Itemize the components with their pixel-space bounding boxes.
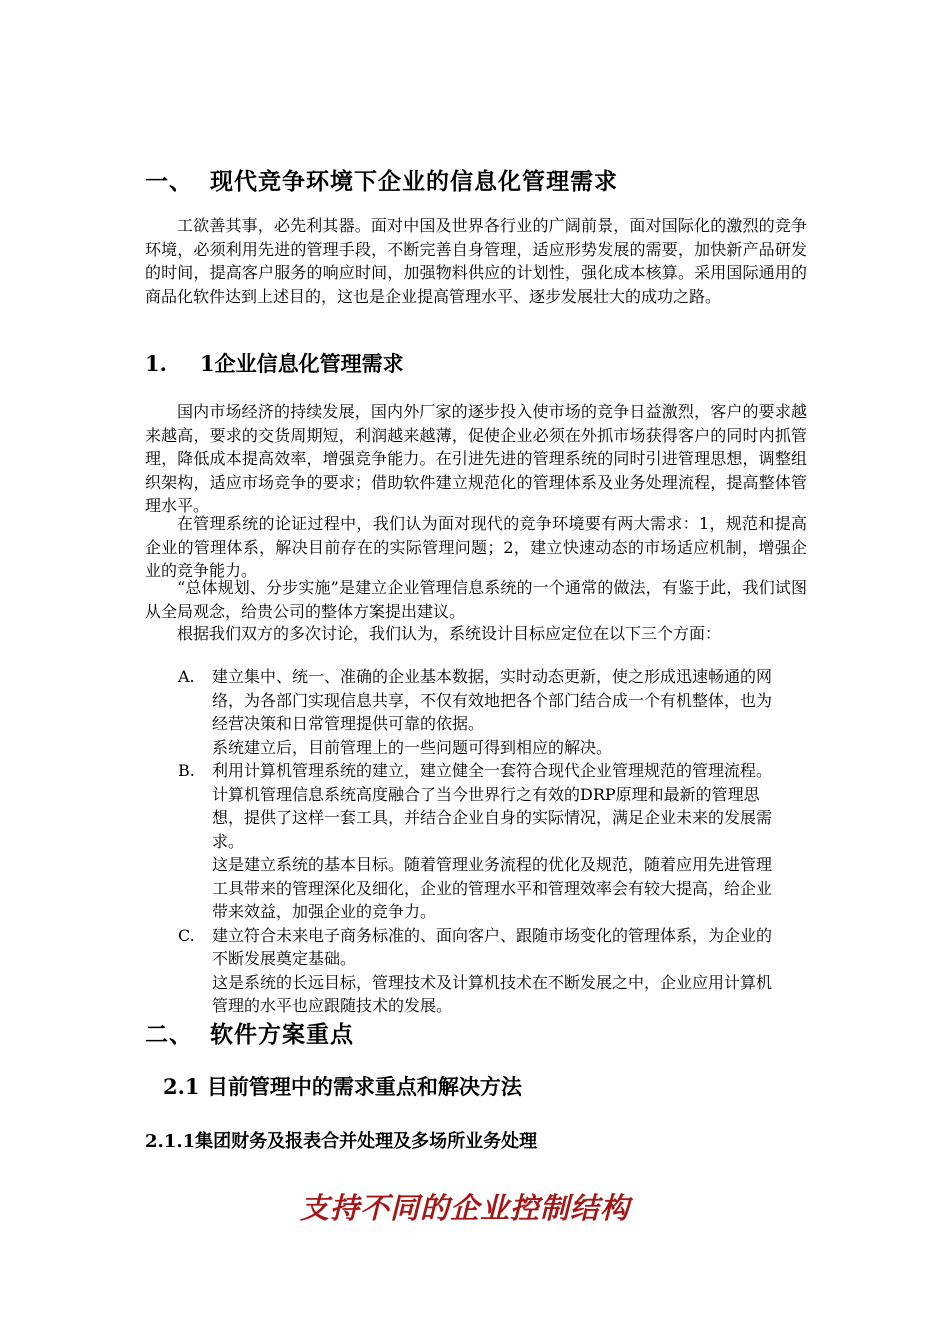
- section-2-heading: [145, 1016, 354, 1049]
- list-item-text: 利用计算机管理系统的建立，建立健全一套符合现代企业管理规范的管理流程。计算机管理信息系统高度融合了当今世界行之有效的DRP原理和最新的管理思想，提供了这样一套工具，并结合企业自身的实际情况，满足企业未来的发展需求。: [212, 761, 773, 851]
- section-1-heading: [145, 163, 618, 196]
- paragraph-goals: 根据我们双方的多次讨论，我们认为，系统设计目标应定位在以下三个方面：: [177, 624, 722, 643]
- section-2-title: 软件方案重点: [210, 1021, 354, 1048]
- list-item: [145, 665, 785, 759]
- list-item-text: 建立符合未来电子商务标准的、面向客户、跟随市场变化的管理体系，为企业的不断发展奠定基础。: [212, 925, 773, 968]
- section-1-title: 现代竞争环境下企业的信息化管理需求: [210, 168, 618, 195]
- section-1-number: 一、: [145, 168, 193, 195]
- section-2-number: 二、: [145, 1021, 193, 1048]
- list-marker-c: C.: [178, 925, 195, 945]
- paragraph-market: 国内市场经济的持续发展，国内外厂家的逐步投入使市场的竞争日益激烈，客户的要求越来越高，要求的交货周期短，利润越来越薄，促使企业必须在外抓市场获得客户的同时内抓管理，降低成本提高效率，增强竞争能力。在引进先进的管理系统的同时引进管理思想，调整组织架构，适应市场竞争的要求；借助软件建立规范化的管理体系及业务处理流程，提高整体管理水平。: [145, 402, 807, 515]
- list-item-text: 建立集中、统一、准确的企业基本数据，实时动态更新，使之形成迅速畅通的网络，为各部门实现信息共享，不仅有效地把各个部门结合成一个有机整体，也为经营决策和日常管理提供可靠的依据。: [212, 667, 773, 733]
- banner-title: 支持不同的企业控制结构: [299, 1191, 630, 1225]
- list-item-text: 系统建立后，目前管理上的一些问题可得到相应的解决。: [212, 737, 613, 757]
- section-1-1-heading: [145, 348, 404, 378]
- goals-list: [145, 665, 785, 1018]
- list-item-text: 这是建立系统的基本目标。随着管理业务流程的优化及规范，随着应用先进管理工具带来的管理深化及细化，企业的管理水平和管理效率会有较大提高，给企业带来效益，加强企业的竞争力。: [212, 855, 773, 921]
- list-marker-a: A.: [178, 667, 195, 686]
- paragraph-requirements: 在管理系统的论证过程中，我们认为面对现代的竞争环境要有两大需求：1，规范和提高企业的管理体系，解决目前存在的实际管理问题；2，建立快速动态的市场适应机制，增强企业的竞争能力。: [145, 514, 807, 580]
- list-item: [145, 759, 785, 924]
- list-item: [145, 924, 785, 1018]
- section-1-1-number: 1.: [145, 351, 167, 376]
- section-1-1-title: 1企业信息化管理需求: [200, 351, 404, 376]
- list-marker-b: B.: [178, 761, 195, 780]
- section-1-intro: 工欲善其事，必先利其器。面对中国及世界各行业的广阔前景，面对国际化的激烈的竞争环境，必须利用先进的管理手段，不断完善自身管理，适应形势发展的需要，加快新产品研发的时间，提高客户服务的响应时间，加强物料供应的计划性，强化成本核算。采用国际通用的商品化软件达到上述目的，这也是企业提高管理水平、逐步发展壮大的成功之路。: [145, 216, 807, 306]
- paragraph-planning: “总体规划、分步实施”是建立企业管理信息系统的一个通常的做法，有鉴于此，我们试图从全局观念，给贵公司的整体方案提出建议。: [145, 578, 807, 621]
- section-2-1-heading: 2.1 目前管理中的需求重点和解决方法: [163, 1074, 522, 1099]
- list-item-text: 这是系统的长远目标，管理技术及计算机技术在不断发展之中，企业应用计算机管理的水平也应跟随技术的发展。: [212, 972, 773, 1015]
- section-2-1-1-heading: 2.1.1集团财务及报表合并处理及多场所业务处理: [145, 1131, 538, 1152]
